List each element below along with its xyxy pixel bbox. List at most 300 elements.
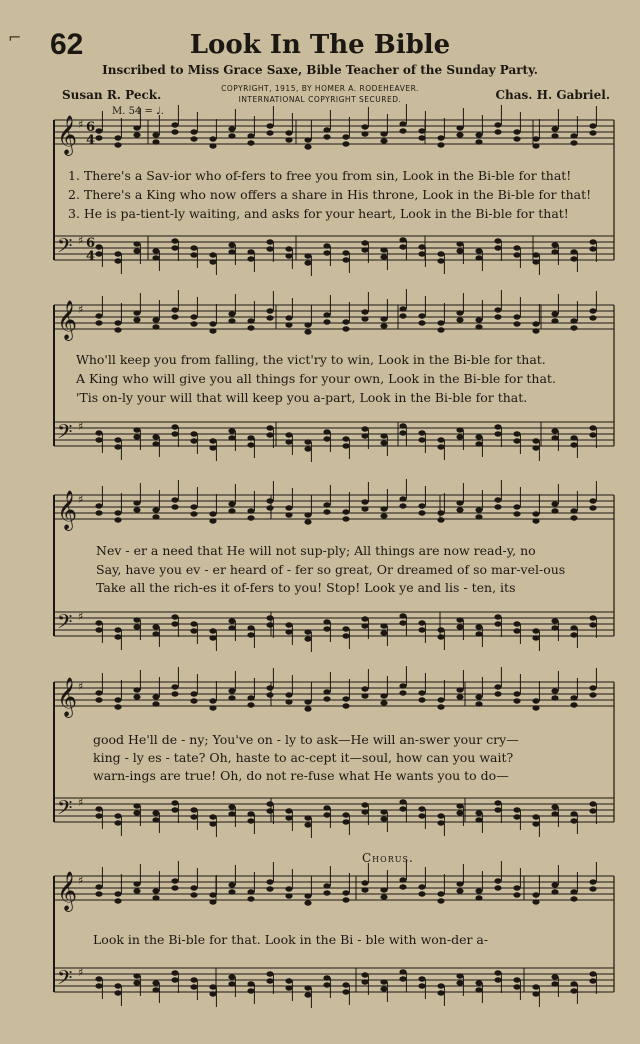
note-head [342,257,349,262]
note-head [570,988,577,993]
note-head [190,431,197,436]
note-head [418,891,425,896]
note-head [475,514,482,519]
note-head [247,625,254,630]
note-head [323,436,330,441]
note-head [323,319,330,324]
note-head [380,513,387,518]
note-head [513,511,520,516]
note-head [342,696,349,701]
key-signature-sharp: ♯ [78,874,84,887]
note-head [589,123,596,128]
note-head [304,699,311,704]
note-head [361,686,368,691]
note-head [304,822,311,827]
note-head [570,702,577,707]
note-head [342,319,349,324]
note-head [152,441,159,446]
note-head [323,975,330,980]
lyric-line: A King who will give you all things for your own, Look in the Bi-ble for that. [76,371,556,386]
note-head [114,327,121,332]
note-head [285,137,292,142]
note-head [437,142,444,147]
note-head [209,518,216,523]
note-head [190,511,197,516]
note-head [532,438,539,443]
note-head [456,881,463,886]
note-head [532,984,539,989]
note-head [475,248,482,253]
note-head [266,978,273,983]
note-head [95,128,102,133]
treble-clef: 𝄞 [57,490,78,530]
note-head [209,321,216,326]
time-signature-bottom: 4 [86,133,96,148]
note-head [361,240,368,245]
note-head [437,510,444,515]
note-head [456,317,463,322]
note-head [418,510,425,515]
note-head [399,423,406,428]
note-head [285,692,292,697]
note-head [190,136,197,141]
note-head [114,437,121,442]
note-head [456,434,463,439]
note-head [323,890,330,895]
treble-clef: 𝄞 [57,115,78,155]
note-head [228,882,235,887]
margin-mark: ⌐ [8,28,22,47]
note-head [323,509,330,514]
note-head [304,519,311,524]
note-head [399,690,406,695]
note-head [494,621,501,626]
note-head [323,502,330,507]
note-head [209,136,216,141]
note-head [304,893,311,898]
note-head [228,318,235,323]
note-head [589,130,596,135]
note-head [589,801,596,806]
note-head [133,617,140,622]
key-signature-sharp: ♯ [78,680,84,693]
note-head [570,515,577,520]
note-head [171,307,178,312]
note-head [589,432,596,437]
note-head [342,819,349,824]
note-head [551,508,558,513]
note-head [323,429,330,434]
note-head [494,424,501,429]
note-head [380,887,387,892]
note-head [342,890,349,895]
note-head [304,706,311,711]
note-head [361,499,368,504]
note-head [399,121,406,126]
note-head [418,437,425,442]
note-head [285,512,292,517]
note-head [247,249,254,254]
note-head [247,325,254,330]
note-head [399,969,406,974]
note-head [570,632,577,637]
note-head [209,143,216,148]
note-head [304,636,311,641]
note-head [133,881,140,886]
note-head [209,438,216,443]
note-head [190,977,197,982]
note-head [323,883,330,888]
note-head [551,618,558,623]
note-head [551,695,558,700]
note-head [285,893,292,898]
note-head [95,437,102,442]
note-head [152,810,159,815]
note-head [418,976,425,981]
note-head [399,806,406,811]
note-head [152,817,159,822]
note-head [133,694,140,699]
note-head [228,428,235,433]
note-head [570,625,577,630]
lyricist: Susan R. Peck. [62,88,162,102]
note-head [570,133,577,138]
note-head [323,619,330,624]
note-head [152,255,159,260]
lyric-line: Say, have you ev - er heard of - fer so great, Or dreamed of so mar-vel-ous [96,562,566,577]
time-signature-top: 6 [86,236,96,251]
note-head [285,808,292,813]
note-head [532,143,539,148]
note-head [570,896,577,901]
note-head [114,320,121,325]
note-head [513,504,520,509]
note-head [171,691,178,696]
note-head [399,976,406,981]
note-head [171,977,178,982]
note-head [551,974,558,979]
note-head [399,620,406,625]
note-head [304,329,311,334]
note-head [589,246,596,251]
copyright-line: COPYRIGHT, 1915, BY HOMER A. RODEHEAVER. [221,84,419,93]
note-head [133,248,140,253]
note-head [475,317,482,322]
note-head [228,126,235,131]
note-head [399,683,406,688]
note-head [418,627,425,632]
note-head [152,631,159,636]
note-head [133,624,140,629]
note-head [285,699,292,704]
note-head [551,625,558,630]
note-head [589,315,596,320]
note-head [114,135,121,140]
note-head [437,135,444,140]
note-head [152,248,159,253]
note-head [418,806,425,811]
note-head [190,628,197,633]
note-head [323,312,330,317]
note-head [361,979,368,984]
note-head [418,313,425,318]
note-head [133,973,140,978]
note-head [551,811,558,816]
note-head [323,689,330,694]
note-head [589,978,596,983]
note-head [513,621,520,626]
key-signature-sharp: ♯ [78,234,84,247]
note-head [380,979,387,984]
note-head [494,431,501,436]
lyric-line: king - ly es - tate? Oh, haste to ac-cept it—soul, how can you wait? [93,750,514,765]
note-head [437,251,444,256]
note-head [342,134,349,139]
note-head [380,323,387,328]
note-head [361,623,368,628]
note-head [494,977,501,982]
note-head [456,687,463,692]
note-head [513,807,520,812]
hymn-number: 62 [50,28,84,61]
note-head [304,137,311,142]
note-head [551,981,558,986]
note-head [95,884,102,889]
note-head [570,325,577,330]
note-head [437,983,444,988]
note-head [456,888,463,893]
note-head [361,426,368,431]
note-head [494,314,501,319]
treble-clef: 𝄞 [57,677,78,717]
note-head [437,444,444,449]
note-head [456,500,463,505]
note-head [551,889,558,894]
key-signature-sharp: ♯ [78,118,84,131]
note-head [380,809,387,814]
note-head [380,816,387,821]
note-head [152,888,159,893]
note-head [513,814,520,819]
note-head [513,129,520,134]
note-head [209,445,216,450]
note-head [247,435,254,440]
note-head [266,246,273,251]
note-head [304,260,311,265]
note-head [513,431,520,436]
note-head [494,245,501,250]
note-head [266,879,273,884]
note-head [589,692,596,697]
note-head [95,510,102,515]
note-head [114,820,121,825]
note-head [456,803,463,808]
note-head [95,320,102,325]
note-head [190,321,197,326]
note-head [133,317,140,322]
note-head [171,885,178,890]
note-head [247,896,254,901]
note-head [532,991,539,996]
note-head [209,328,216,333]
note-head [589,425,596,430]
note-head [304,439,311,444]
note-head [171,245,178,250]
note-head [456,241,463,246]
note-head [418,620,425,625]
note-head [589,239,596,244]
note-head [304,446,311,451]
note-head [114,813,121,818]
note-head [247,140,254,145]
note-head [209,252,216,257]
note-head [361,616,368,621]
note-head [494,878,501,883]
note-head [209,698,216,703]
note-head [380,894,387,899]
note-head [437,320,444,325]
note-head [114,627,121,632]
note-head [247,133,254,138]
note-head [95,313,102,318]
note-head [532,445,539,450]
note-head [399,313,406,318]
note-head [133,125,140,130]
note-head [570,695,577,700]
note-head [209,814,216,819]
note-head [190,984,197,989]
note-head [266,130,273,135]
note-head [171,504,178,509]
note-head [228,311,235,316]
note-head [114,142,121,147]
note-head [171,314,178,319]
note-head [437,704,444,709]
note-head [228,618,235,623]
note-head [114,697,121,702]
note-head [133,980,140,985]
note-head [171,878,178,883]
note-head [437,990,444,995]
note-head [456,248,463,253]
note-head [456,694,463,699]
note-head [228,508,235,513]
note-head [323,134,330,139]
note-head [190,691,197,696]
note-head [342,812,349,817]
note-head [190,314,197,319]
key-signature-sharp: ♯ [78,493,84,506]
note-head [114,251,121,256]
note-head [266,498,273,503]
key-signature-sharp: ♯ [78,420,84,433]
note-head [342,982,349,987]
note-head [247,811,254,816]
note-head [342,516,349,521]
note-head [342,509,349,514]
note-head [399,884,406,889]
note-head [304,512,311,517]
note-head [285,629,292,634]
key-signature-sharp: ♯ [78,610,84,623]
note-head [209,991,216,996]
note-head [95,620,102,625]
note-head [475,624,482,629]
note-head [399,237,406,242]
treble-clef: 𝄞 [57,871,78,911]
note-head [304,815,311,820]
note-head [532,899,539,904]
note-head [513,885,520,890]
note-head [95,891,102,896]
bass-clef: 𝄢 [57,234,73,262]
note-head [228,501,235,506]
note-head [551,311,558,316]
note-head [133,803,140,808]
note-head [133,810,140,815]
note-head [570,818,577,823]
note-head [266,505,273,510]
note-head [285,978,292,983]
note-head [114,983,121,988]
note-head [342,626,349,631]
lyric-line: 'Tis on-ly your will that will keep you a-part, Look in the Bi-ble for that. [76,390,528,405]
note-head [228,688,235,693]
note-head [190,698,197,703]
note-head [589,808,596,813]
note-head [95,697,102,702]
note-head [494,504,501,509]
note-head [266,808,273,813]
note-head [133,888,140,893]
note-head [380,623,387,628]
lyric-line: warn-ings are true! Oh, do not re-fuse what He wants you to do— [93,768,509,783]
note-head [399,496,406,501]
note-head [228,889,235,894]
note-head [475,895,482,900]
note-head [209,628,216,633]
note-head [399,244,406,249]
note-head [304,253,311,258]
note-head [380,433,387,438]
note-head [437,627,444,632]
note-head [171,807,178,812]
note-head [456,810,463,815]
note-head [437,813,444,818]
note-head [190,504,197,509]
note-head [570,508,577,513]
note-head [171,614,178,619]
note-head [361,809,368,814]
note-head [247,515,254,520]
note-head [532,821,539,826]
note-head [95,430,102,435]
note-head [247,818,254,823]
note-head [152,701,159,706]
note-head [285,315,292,320]
note-head [190,892,197,897]
note-head [551,318,558,323]
note-head [342,141,349,146]
note-head [589,308,596,313]
note-head [361,124,368,129]
note-head [247,695,254,700]
composer: Chas. H. Gabriel. [495,88,610,102]
note-head [589,622,596,627]
note-head [589,505,596,510]
note-head [247,318,254,323]
note-head [570,249,577,254]
